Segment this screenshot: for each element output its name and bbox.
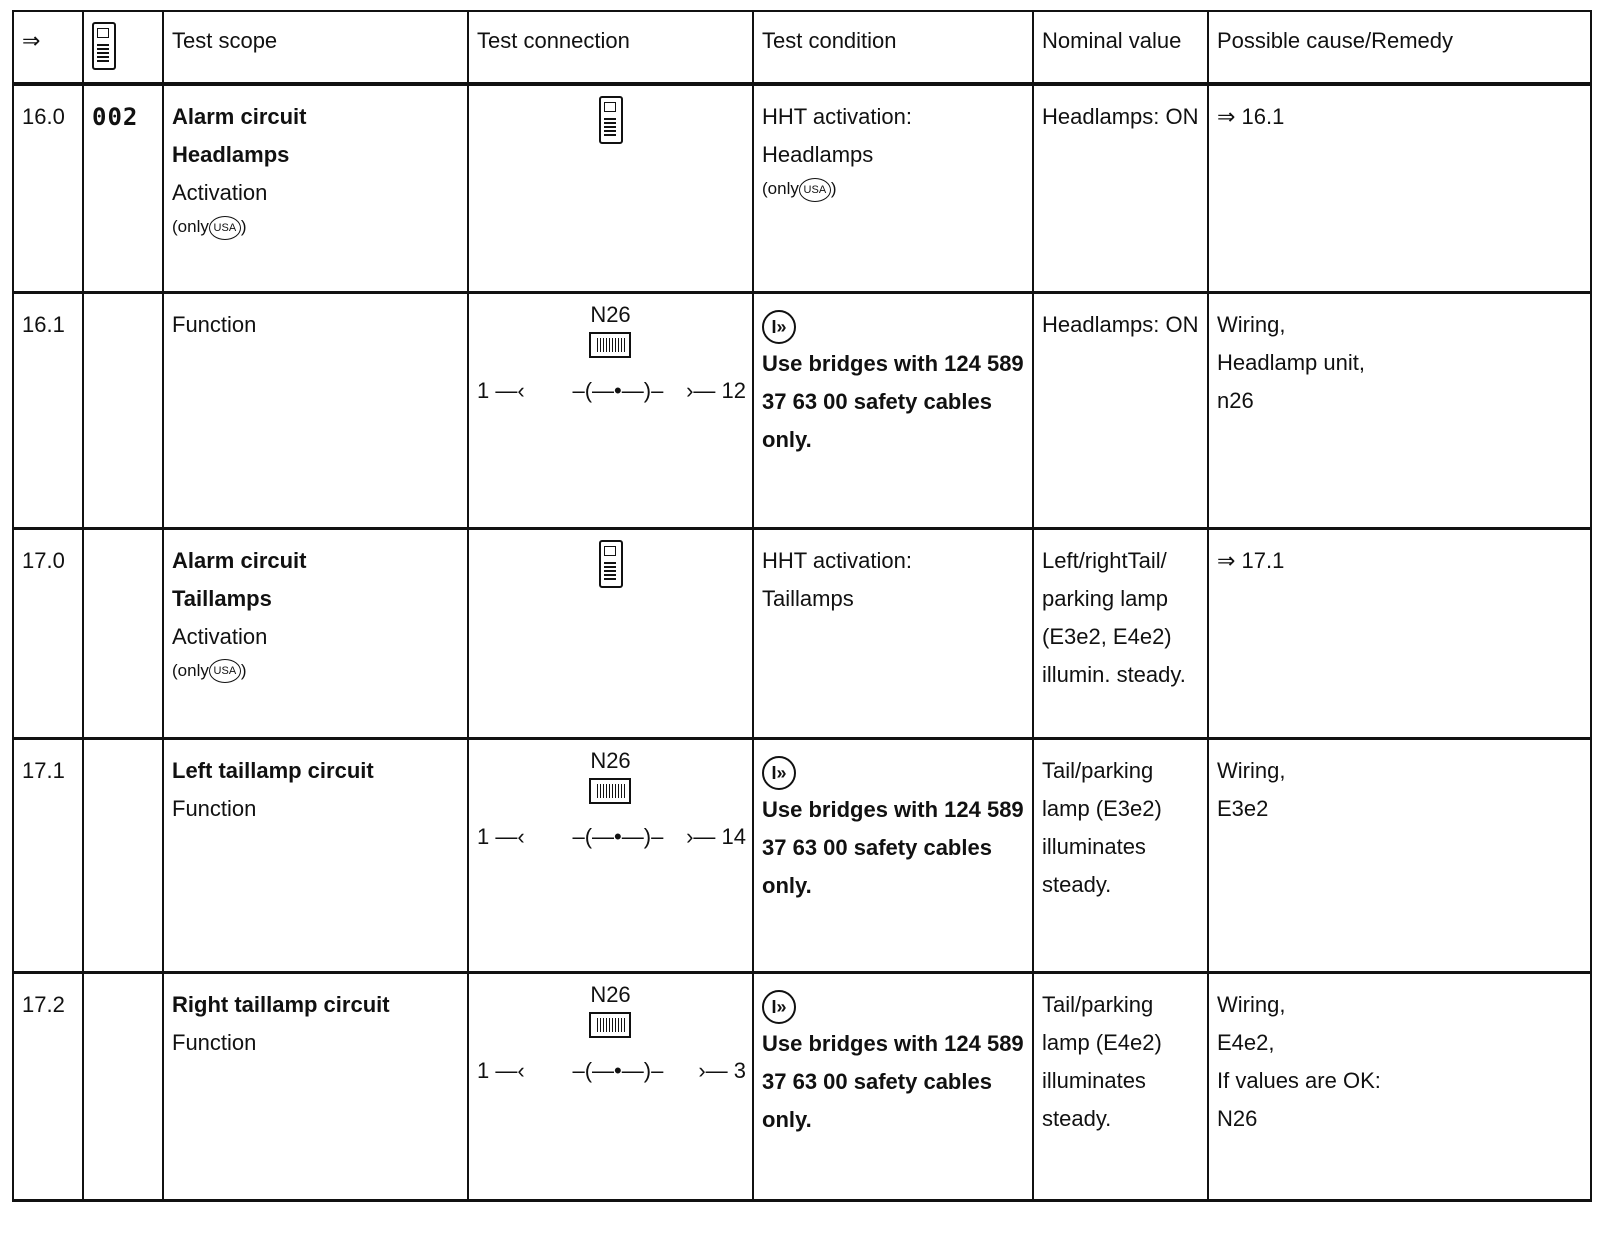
condition-wrap (754, 530, 1032, 618)
connector-label: N26 (590, 301, 631, 327)
condition-wrap (754, 294, 1032, 459)
table-row (13, 972, 1591, 1200)
cause-cell (1208, 528, 1591, 738)
nominal-text: illumin. steady. (1042, 661, 1186, 687)
condition-text: HHT activation: (762, 547, 912, 573)
header-hht (83, 11, 163, 84)
cause-text: ⇒ 16.1 (1217, 104, 1285, 129)
cause-wrap (1209, 740, 1590, 828)
scope-cell (163, 84, 468, 292)
nominal-wrap (1034, 294, 1207, 344)
condition-note: only. (762, 426, 812, 452)
cause-cell (1208, 292, 1591, 528)
pin-right: ›— 12 (686, 377, 746, 403)
cause-text: N26 (1217, 1105, 1258, 1131)
condition-cell (753, 292, 1033, 528)
step-cell (13, 528, 83, 738)
hht-code: 002 (92, 103, 139, 131)
connection-diagram (469, 294, 752, 444)
ignition-on-icon: I» (762, 310, 796, 344)
header-test-connection: Test connection (468, 11, 753, 84)
table-row (13, 738, 1591, 972)
code-cell (83, 972, 163, 1200)
bridge-wire-icon: –(—•—)– (572, 377, 664, 403)
scope-text: Activation (172, 180, 268, 205)
scope-only-text: (only (172, 217, 209, 236)
scope-usa-note (172, 212, 459, 242)
table-row (13, 84, 1591, 292)
code-wrap (84, 86, 162, 137)
test-table-page (12, 10, 1590, 1236)
nominal-text: Left/rightTail/ (1042, 547, 1167, 573)
cause-text: E4e2, (1217, 1029, 1275, 1055)
nominal-wrap (1034, 530, 1207, 694)
scope-wrap (164, 86, 467, 242)
pin-left: 1 —‹ (477, 1057, 525, 1083)
nominal-cell (1033, 972, 1208, 1200)
cause-cell (1208, 972, 1591, 1200)
step-cell (13, 292, 83, 528)
code-cell (83, 292, 163, 528)
condition-wrap (754, 86, 1032, 204)
connector-box-icon (589, 1012, 631, 1038)
nominal-text: steady. (1042, 1105, 1112, 1131)
connection-cell (468, 84, 753, 292)
condition-only-text: (only (762, 179, 799, 198)
header-possible-cause: Possible cause/Remedy (1208, 11, 1591, 84)
connection-diagram (469, 974, 752, 1124)
cause-text: E3e2 (1217, 795, 1269, 821)
pin-left: 1 —‹ (477, 377, 525, 403)
condition-note: Use bridges with 124 589 (762, 1030, 1024, 1056)
usa-badge-icon: USA (209, 216, 241, 240)
scope-text: Function (172, 1029, 257, 1055)
header-row (13, 11, 1591, 84)
header-test-condition: Test condition (753, 11, 1033, 84)
connection-hht-wrap (469, 86, 752, 150)
code-wrap (84, 530, 162, 542)
ignition-on-icon: I» (762, 756, 796, 790)
header-test-scope: Test scope (163, 11, 468, 84)
step-number: 16.1 (22, 311, 65, 337)
step-cell (13, 972, 83, 1200)
nominal-text: Headlamps: ON (1042, 311, 1199, 337)
scope-wrap (164, 530, 467, 686)
nominal-cell (1033, 84, 1208, 292)
connection-cell (468, 528, 753, 738)
code-wrap (84, 740, 162, 752)
bridge-wire-icon: –(—•—)– (572, 823, 664, 849)
bridge-wire-icon: –(—•—)– (572, 1057, 664, 1083)
condition-note: Use bridges with 124 589 (762, 350, 1024, 376)
connection-cell (468, 738, 753, 972)
scope-text: Function (172, 795, 257, 821)
code-cell (83, 84, 163, 292)
nominal-text: Tail/parking (1042, 757, 1154, 783)
pin-left: 1 —‹ (477, 823, 525, 849)
code-wrap (84, 294, 162, 306)
scope-title: Alarm circuit (172, 547, 307, 573)
step-number: 17.1 (22, 757, 65, 783)
nominal-text: lamp (E3e2) (1042, 795, 1162, 821)
connector-label: N26 (590, 981, 631, 1007)
cause-text: Wiring, (1217, 311, 1286, 337)
nominal-text: illuminates (1042, 1067, 1146, 1093)
scope-close-text: ) (240, 660, 247, 680)
scope-cell (163, 972, 468, 1200)
ignition-on-icon: I» (762, 990, 796, 1024)
condition-cell (753, 738, 1033, 972)
nominal-text: lamp (E4e2) (1042, 1029, 1162, 1055)
cause-cell (1208, 738, 1591, 972)
code-wrap (84, 974, 162, 986)
connection-hht-wrap (469, 530, 752, 594)
cause-wrap (1209, 530, 1590, 580)
condition-usa-note (762, 174, 1024, 204)
step-cell (13, 738, 83, 972)
cause-text: n26 (1217, 387, 1254, 413)
nominal-cell (1033, 528, 1208, 738)
condition-text: Headlamps (762, 142, 874, 167)
cause-wrap (1209, 86, 1590, 136)
cause-text: ⇒ 17.1 (1217, 547, 1285, 573)
cause-text: Wiring, (1217, 991, 1286, 1017)
cause-text: Headlamp unit, (1217, 349, 1365, 375)
test-table (12, 10, 1592, 1202)
condition-note: 37 63 00 safety cables (762, 388, 992, 414)
condition-note: Use bridges with 124 589 (762, 796, 1024, 822)
scope-title: Left taillamp circuit (172, 757, 374, 783)
condition-wrap (754, 974, 1032, 1139)
condition-note: 37 63 00 safety cables (762, 834, 992, 860)
connector-label: N26 (590, 747, 631, 773)
condition-note: only. (762, 872, 812, 898)
scope-text: Activation (172, 623, 268, 649)
scope-title: Headlamps (172, 142, 290, 167)
scope-only-text: (only (172, 660, 209, 680)
scope-wrap (164, 974, 467, 1062)
condition-cell (753, 528, 1033, 738)
condition-cell (753, 972, 1033, 1200)
scope-title: Alarm circuit (172, 104, 307, 129)
condition-cell (753, 84, 1033, 292)
nominal-text: illuminates (1042, 833, 1146, 859)
scope-close-text: ) (240, 217, 247, 236)
nominal-text: (E3e2, E4e2) (1042, 623, 1172, 649)
condition-wrap (754, 740, 1032, 905)
scope-cell (163, 292, 468, 528)
hand-held-tester-icon (599, 540, 623, 588)
scope-wrap (164, 740, 467, 828)
nominal-wrap (1034, 86, 1207, 136)
step-number: 16.0 (22, 104, 65, 129)
nominal-cell (1033, 292, 1208, 528)
condition-note: 37 63 00 safety cables (762, 1068, 992, 1094)
scope-text: Function (172, 311, 257, 337)
connector-box-icon (589, 778, 631, 804)
nominal-wrap (1034, 740, 1207, 904)
pin-right: ›— 14 (686, 823, 746, 849)
nominal-cell (1033, 738, 1208, 972)
nominal-text: steady. (1042, 871, 1112, 897)
step-number: 17.2 (22, 991, 65, 1017)
cause-text: If values are OK: (1217, 1067, 1381, 1093)
code-cell (83, 738, 163, 972)
table-row (13, 528, 1591, 738)
scope-usa-note (172, 656, 459, 686)
scope-cell (163, 528, 468, 738)
step-cell (13, 84, 83, 292)
header-nominal-value: Nominal value (1033, 11, 1208, 84)
scope-title: Right taillamp circuit (172, 991, 390, 1017)
cause-cell (1208, 84, 1591, 292)
nominal-wrap (1034, 974, 1207, 1138)
cause-text: Wiring, (1217, 757, 1286, 783)
connection-cell (468, 292, 753, 528)
cause-wrap (1209, 294, 1590, 420)
hand-held-tester-icon (599, 96, 623, 144)
header-arrow: ⇒ (13, 11, 83, 84)
condition-text: Taillamps (762, 585, 854, 611)
scope-wrap (164, 294, 467, 344)
usa-badge-icon: USA (799, 178, 831, 202)
step-number: 17.0 (22, 547, 65, 573)
pin-right: ›— 3 (698, 1057, 746, 1083)
connector-box-icon (589, 332, 631, 358)
cause-wrap (1209, 974, 1590, 1138)
nominal-text: parking lamp (1042, 585, 1168, 611)
condition-note: only. (762, 1106, 812, 1132)
hand-held-tester-icon (92, 22, 116, 70)
condition-text: HHT activation: (762, 104, 912, 129)
code-cell (83, 528, 163, 738)
nominal-text: Tail/parking (1042, 991, 1154, 1017)
connection-diagram (469, 740, 752, 890)
condition-close-text: ) (830, 179, 837, 198)
scope-title: Taillamps (172, 585, 272, 611)
connection-cell (468, 972, 753, 1200)
nominal-text: Headlamps: ON (1042, 104, 1199, 129)
table-row (13, 292, 1591, 528)
scope-cell (163, 738, 468, 972)
usa-badge-icon: USA (209, 659, 241, 683)
